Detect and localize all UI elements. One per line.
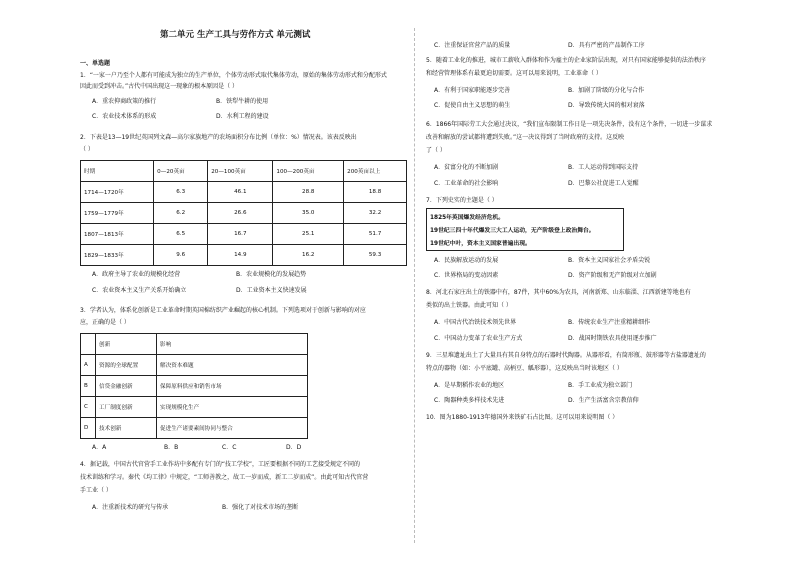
question-9-option-a[interactable]: A．是早期稻作农业的地区 — [434, 382, 505, 389]
q3-table-header — [81, 334, 96, 355]
q3-table-cell: 保障原料供应和销售市场 — [157, 376, 308, 397]
question-6-text-line-3: 了（ ） — [426, 147, 446, 154]
question-6-option-d[interactable]: D．巴黎公社促进工人觉醒 — [568, 180, 639, 187]
q3-table-cell: 信贷金融创新 — [96, 376, 157, 397]
question-7-option-d[interactable]: D．资产阶级和无产阶级对立加剧 — [568, 272, 657, 279]
question-9-option-b[interactable]: B．手工业成为独立部门 — [568, 382, 633, 389]
q3-table-header: 影响 — [157, 334, 308, 355]
question-5-option-d[interactable]: D．导致传统大国的相对衰落 — [568, 102, 645, 109]
question-6-option-c[interactable]: C．工业革命的社会影响 — [434, 180, 499, 187]
q2-table-cell: 1829—1833年 — [81, 245, 154, 266]
source-box-line: 19世纪三四十年代爆发三大工人运动，无产阶级登上政治舞台。 — [430, 228, 595, 234]
q2-table-cell: 6.5 — [154, 224, 208, 245]
q2-table-cell: 9.6 — [154, 245, 208, 266]
question-6-option-a[interactable]: A．贫富分化的不断加剧 — [434, 164, 499, 171]
question-4-option-d[interactable]: D．具有严密的产品制作工序 — [568, 42, 645, 49]
question-3-option-d[interactable]: D．D — [286, 444, 302, 451]
q2-table-cell: 32.2 — [344, 203, 407, 224]
source-box-line: 1825年英国爆发经济危机。 — [430, 215, 505, 221]
q3-table-cell: D — [81, 418, 96, 439]
question-7-option-a[interactable]: A．民族解放运动的发展 — [434, 257, 499, 264]
q2-table-cell: 1759—1779年 — [81, 203, 154, 224]
q3-table-cell: C — [81, 397, 96, 418]
q2-table-header: 20—100英亩 — [208, 161, 273, 182]
q2-table-cell: 6.2 — [154, 203, 208, 224]
question-2-option-a[interactable]: A．政府主导了农业的规模化经营 — [92, 271, 181, 278]
question-5-option-b[interactable]: B．加剧了阶级的分化与合作 — [568, 87, 645, 94]
question-6-option-b[interactable]: B．工人运动得到国际支持 — [568, 164, 639, 171]
question-3-text-line-1: 3．学者认为，体系化创新是工业革命时期英国棉纺织产业崛起的核心机制。下列选项对于创新与影响的对应 — [80, 307, 366, 314]
section-heading: 一、单选题 — [80, 60, 111, 67]
column-divider — [414, 28, 415, 543]
q2-table-cell: 26.6 — [208, 203, 273, 224]
question-5-option-c[interactable]: C．促使自由主义思想的萌生 — [434, 102, 511, 109]
question-4-text-line-3: 手工业（ ） — [80, 487, 112, 494]
question-2-table — [80, 160, 407, 266]
q2-table-cell: 16.7 — [208, 224, 273, 245]
question-3-text-line-2: 应，正确的是（ ） — [80, 319, 130, 326]
q3-table-cell: B — [81, 376, 96, 397]
question-8-text-line-1: 8．河北石家庄出土的铁器中有，87件，其中60%为农具，河南新郑、山东临淄、江西新建等地也有 — [426, 289, 691, 296]
q2-table-header: 0—20英亩 — [154, 161, 208, 182]
source-box-line: 19世纪中叶，资本主义国家普遍出现。 — [430, 241, 531, 247]
question-2-option-d[interactable]: D．工业资本主义快速发展 — [236, 287, 307, 294]
question-10-text: 10．图为1880-1913年德国外来铁矿石占比图。这可以用来说明图（ ） — [426, 414, 619, 421]
q2-table-cell: 1807—1813年 — [81, 224, 154, 245]
question-7-option-c[interactable]: C．世界格局的变动因素 — [434, 272, 499, 279]
q3-table-cell: 工厂制度创新 — [96, 397, 157, 418]
page-title: 第二单元 生产工具与劳作方式 单元测试 — [160, 30, 311, 40]
question-3-option-b[interactable]: B．B — [164, 444, 179, 451]
question-4-text-line-2: 技术训练和学习。秦代《均工律》中规定，“工师善教之，故工一岁而成，新工二岁而成”。由此可知古代官营 — [80, 474, 369, 481]
q3-table-cell: 解决资本难题 — [157, 355, 308, 376]
question-9-text-line-2: 特点的器物（如：小平底罐、高柄豆、觚形器），这反映出当时该地区（ ） — [426, 365, 623, 372]
question-8-option-c[interactable]: C．中国动力变革了农业生产方式 — [434, 335, 523, 342]
question-3-option-a[interactable]: A．A — [92, 444, 107, 451]
q2-table-cell: 6.3 — [154, 182, 208, 203]
question-7-option-b[interactable]: B．资本主义国家社会矛盾尖锐 — [568, 257, 651, 264]
question-8-option-d[interactable]: D．战国时期铁农具使用逐步推广 — [568, 335, 657, 342]
question-1-text-line-1: 1．“一家一户乃至个人都有可能成为独立的生产单位，个体劳动形式取代集体劳动，原始的集体劳动形式和分配形式 — [80, 72, 387, 79]
question-7-source-box — [426, 208, 624, 251]
q2-table-cell: 14.9 — [208, 245, 273, 266]
q3-table-cell: 促进生产诸要素间协同与整合 — [157, 418, 308, 439]
question-5-text-line-2: 和经营管理体系有最更迫切需要。这可以用来说明，工业革命（ ） — [426, 70, 602, 77]
q2-table-cell: 46.1 — [208, 182, 273, 203]
question-1-option-a[interactable]: A．重农抑商政策的推行 — [92, 98, 157, 105]
q2-table-cell: 51.7 — [344, 224, 407, 245]
question-9-option-c[interactable]: C．陶器种类多样技术先进 — [434, 397, 505, 404]
question-2-text-line-2: （ ） — [80, 146, 94, 153]
q3-table-header: 创新 — [96, 334, 157, 355]
q2-table-header: 100—200英亩 — [273, 161, 344, 182]
question-1-option-d[interactable]: D．水利工程的建设 — [216, 113, 269, 120]
question-2-text-line-1: 2．下表是13—19世纪英国列文森—高尔家族地产的农场面积分布比例（单位：%）情况表。该表反映出 — [80, 134, 357, 141]
q2-table-cell: 18.8 — [344, 182, 407, 203]
question-5-option-a[interactable]: A．有利于国家职能逐步完善 — [434, 87, 511, 94]
question-8-text-line-2: 类似的出土铁器。由此可知（ ） — [426, 302, 512, 309]
q2-table-cell: 25.1 — [273, 224, 344, 245]
question-3-table — [80, 333, 308, 439]
q2-table-cell: 28.8 — [273, 182, 344, 203]
question-4-option-b[interactable]: B．强化了对技术市场的垄断 — [222, 504, 299, 511]
q3-table-cell: 实现规模化生产 — [157, 397, 308, 418]
question-2-option-c[interactable]: C．农业资本主义生产关系开始确立 — [92, 287, 187, 294]
question-7-text: 7．下列史实的主题是（ ） — [426, 197, 498, 204]
question-4-option-c[interactable]: C．注重保证官营产品的质量 — [434, 42, 511, 49]
question-3-option-c[interactable]: C．C — [222, 444, 237, 451]
q3-table-cell: A — [81, 355, 96, 376]
q2-table-cell: 59.3 — [344, 245, 407, 266]
q2-table-header: 时期 — [81, 161, 154, 182]
q3-table-cell: 技术创新 — [96, 418, 157, 439]
q2-table-header: 200英亩以上 — [344, 161, 407, 182]
q2-table-cell: 35.0 — [273, 203, 344, 224]
question-6-text-line-2: 改善和解放的尝试都将遭到失败。”这一决议得到了当时政府的支持。这反映 — [426, 134, 625, 141]
question-8-option-b[interactable]: B．传统农业生产注重精耕细作 — [568, 319, 651, 326]
q3-table-cell: 资源的全球配置 — [96, 355, 157, 376]
question-4-text-line-1: 4．据记载，中国古代官营手工业作坊中多配有专门的“技工学校”，工匠要根据不同的工艺接受规定不同的 — [80, 461, 361, 468]
question-9-text-line-1: 9．三星堆遗址出土了大量具有其自身特点的石器时代陶器。从器形看，有筒形瓶、鼓形器等古盐器遗址的 — [426, 352, 706, 359]
question-1-option-c[interactable]: C．农业技术体系的形成 — [92, 113, 157, 120]
question-2-option-b[interactable]: B．农业规模化的发展趋势 — [236, 271, 307, 278]
question-1-option-b[interactable]: B．铁犁牛耕的使用 — [216, 98, 269, 105]
question-5-text-line-1: 5．随着工业化的推进，城市工薪收入群体和作为雇主的企业家阶层出现，对只有国家能够提供的法治秩序 — [426, 57, 706, 64]
question-4-option-a[interactable]: A．注重新技术的研究与传承 — [92, 504, 169, 511]
question-9-option-d[interactable]: D．生产生活富含宗教信仰 — [568, 397, 639, 404]
q2-table-cell: 1714—1720年 — [81, 182, 154, 203]
q2-table-cell: 16.2 — [273, 245, 344, 266]
question-6-text-line-1: 6．1866年国际劳工大会通过决议，“我们宣布限制工作日是一项先决条件，没有这个条件，一切进一步谋求 — [426, 121, 713, 128]
question-1-text-line-2: 因此而受到冲击。”古代中国出现这一现象的根本原因是（ ） — [80, 83, 239, 90]
question-8-option-a[interactable]: A．中国古代冶铁技术领先世界 — [434, 319, 517, 326]
